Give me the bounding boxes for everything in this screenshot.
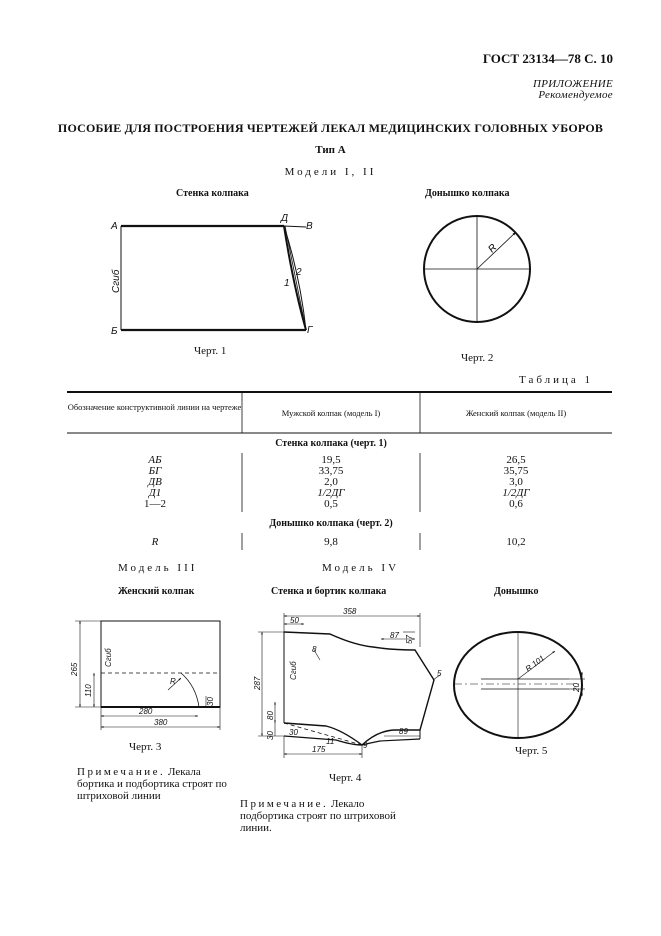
fig4-dim-5: 5: [437, 669, 442, 678]
fig1-label-a: А: [111, 221, 118, 232]
fig1-top-extension: [284, 226, 306, 227]
fig4-dim-57: 57: [405, 635, 414, 644]
gost-page-header: ГОСТ 23134—78 С. 10: [482, 51, 613, 66]
fig4-dim-8: 8: [312, 645, 317, 654]
fig5-dim-20: 20: [572, 683, 581, 692]
table-section-bottom: Донышко колпака (черт. 2): [269, 518, 393, 529]
fig1-caption: Черт. 1: [194, 345, 227, 357]
table-row-name: R: [151, 536, 159, 548]
fig4-note: [240, 798, 420, 834]
fig3-caption-top: Женский колпак: [118, 586, 195, 597]
fig4-dim-80: 80: [266, 711, 275, 720]
fig1-label-b: Б: [111, 326, 118, 337]
fig1-label-d: Д: [281, 213, 289, 224]
fig5-radius-label: R 101: [523, 653, 547, 674]
table-row-female: 35,75: [503, 465, 529, 477]
fig3-note-text: Лекала бортика и подбортика строят по штриховой линии: [77, 766, 227, 802]
models-label: Модели I, II: [284, 166, 377, 178]
table-row-male: 33,75: [318, 465, 344, 477]
fig4-wall-brim-drawing: [258, 613, 440, 758]
table-header-male: Мужской колпак (модель I): [281, 408, 381, 418]
table-row-name: БГ: [148, 465, 162, 477]
table-row-male: 2,0: [324, 476, 338, 488]
fig1-label-1: 1: [284, 278, 290, 289]
fig4-dim-287: 287: [253, 676, 262, 690]
table-row-female: 3,0: [509, 476, 523, 488]
fig3-dim-30: 30: [206, 697, 215, 706]
fig3-caption: Черт. 3: [129, 741, 162, 753]
fig4-note-text: Лекало подбортика строят по штриховой линии.: [240, 798, 396, 834]
fig2-cap-bottom-drawing: [424, 216, 530, 322]
fig5-caption: Черт. 5: [515, 745, 548, 757]
fig1-caption-top: Стенка колпака: [176, 188, 249, 199]
fig4-dim-50: 50: [290, 616, 299, 625]
appendix-title: ПРИЛОЖЕНИЕ: [533, 78, 613, 90]
table-row-name: ДВ: [148, 476, 162, 488]
appendix-status: Рекомендуемое: [538, 89, 613, 101]
fig4-dim-89: 89: [399, 727, 408, 736]
table-row-name: Д1: [148, 487, 162, 499]
fig4-dim-9: 9: [363, 741, 368, 750]
table-header-designation: Обозначение конструктивной линии на чертеже: [67, 402, 242, 412]
fig4-dim-358: 358: [343, 607, 357, 616]
table-row-female: 1/2ДГ: [502, 487, 530, 499]
table-section-wall: Стенка колпака (черт. 1): [275, 438, 387, 449]
table-row-name: 1—2: [144, 498, 166, 510]
fig4-outline: [284, 632, 434, 745]
fig4-dim-175: 175: [312, 745, 326, 754]
fig3-dim-380: 380: [154, 718, 168, 727]
fig4-caption-top: Стенка и бортик колпака: [271, 586, 387, 597]
table-row-female: 0,6: [509, 498, 523, 510]
fig3-dim-280: 280: [139, 707, 153, 716]
fig2-caption-top: Донышко колпака: [425, 188, 510, 199]
fig5-caption-top: Донышко: [494, 586, 539, 597]
table-label: Таблица 1: [519, 374, 594, 386]
fig1-cap-wall-drawing: [121, 226, 306, 330]
fig4-dim-87: 87: [390, 631, 399, 640]
page-title: ПОСОБИЕ ДЛЯ ПОСТРОЕНИЯ ЧЕРТЕЖЕЙ ЛЕКАЛ МЕДИЦИНСКИХ ГОЛОВНЫХ УБОРОВ: [57, 121, 604, 135]
fig3-fold-label: Сгиб: [104, 648, 113, 667]
fig5-bottom-drawing: [454, 632, 585, 738]
type-label: Тип А: [315, 144, 346, 156]
fig1-label-2: 2: [296, 267, 302, 278]
fig4-dim-11: 11: [326, 737, 335, 746]
fig3-note: [77, 766, 229, 802]
fig1-label-v: В: [306, 221, 313, 232]
fig3-dim-110: 110: [84, 684, 93, 697]
fig4-dim-30-left: 30: [266, 731, 275, 740]
fig3-note-word: Примечание.: [77, 766, 166, 778]
fig2-caption: Черт. 2: [461, 352, 494, 364]
table-row-female: 10,2: [506, 536, 526, 548]
model4-label: Модель IV: [322, 562, 400, 574]
fig3-dim-265: 265: [70, 662, 79, 676]
fig1-label-g: Г: [307, 325, 313, 336]
table-row-male: 9,8: [324, 536, 338, 548]
fig2-radius-label: R: [486, 242, 500, 256]
table-header-female: Женский колпак (модель II): [465, 408, 567, 418]
table-row-name: АБ: [148, 454, 162, 466]
table-row-male: 1/2ДГ: [317, 487, 345, 499]
fig4-caption: Черт. 4: [329, 772, 362, 784]
fig1-fold-label: Сгиб: [111, 269, 122, 293]
fig3-outline: [101, 621, 220, 707]
fig3-radius-label: R: [170, 677, 176, 686]
table-row-male: 0,5: [324, 498, 338, 510]
fig4-fold-label: Сгиб: [289, 661, 298, 680]
table-row-female: 26,5: [506, 454, 526, 466]
model3-label: Модель III: [118, 562, 198, 574]
fig4-note-word: Примечание.: [240, 798, 329, 810]
fig4-dim-30-brim: 30: [289, 728, 298, 737]
table-row-male: 19,5: [321, 454, 341, 466]
